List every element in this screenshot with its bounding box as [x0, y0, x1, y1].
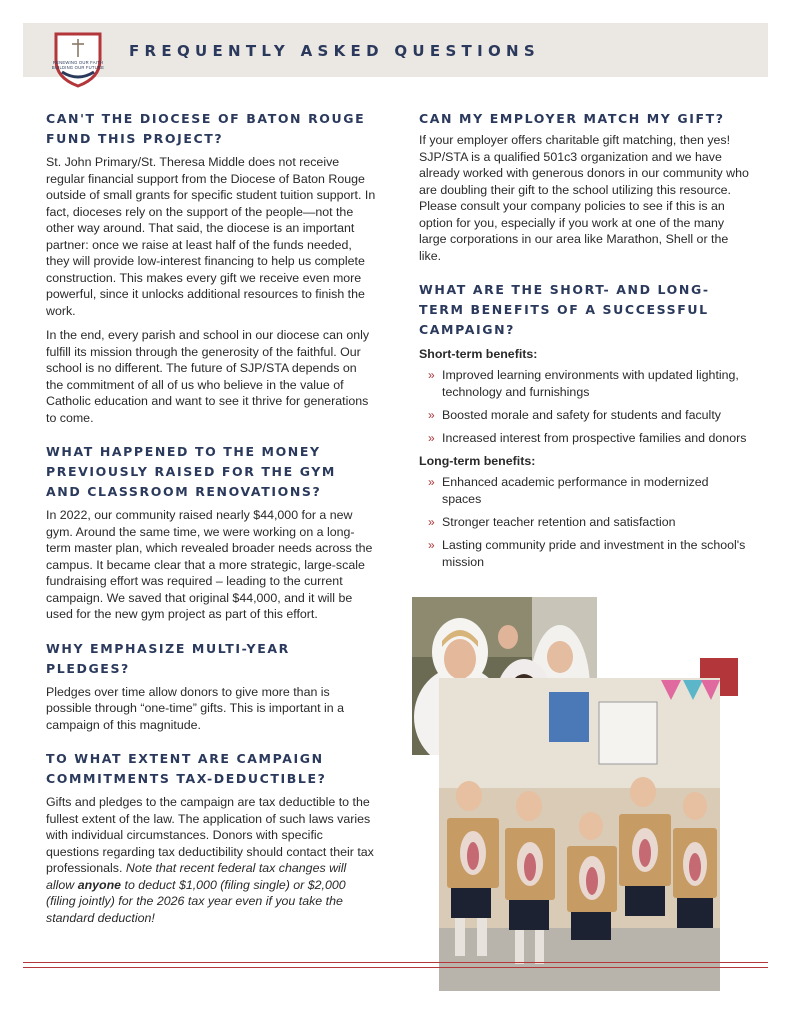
tax-note-before: Note that recent federal tax changes will allow — [46, 861, 347, 892]
faq-answer-employer: If your employer offers charitable gift matching, then yes! SJP/STA is a qualified 501c3 organization and we have already worked with generous donors in our community who are doubling their gift to the school utilizing this resource. Please consult your company policies to see if this is an option for you, especially if you work at one of the many large corporations in our area like Marathon, Shell or the like. — [419, 133, 749, 263]
faq-question-employer: CAN MY EMPLOYER MATCH MY GIFT? — [419, 111, 725, 126]
faq-answer-tax — [46, 794, 376, 926]
faq-answer-multi-year: Pledges over time allow donors to give more than is possible through “one-time” gifts. This is important in a campaign of this magnitude. — [46, 684, 344, 732]
list-item-text: Increased interest from prospective families and donors — [442, 431, 747, 445]
list-item-text: Stronger teacher retention and satisfaction — [442, 515, 676, 529]
short-term-list — [419, 367, 749, 447]
chevron-double-right-icon: » — [428, 408, 435, 422]
list-item-text: Boosted morale and safety for students and faculty — [442, 408, 721, 422]
list-item-text: Lasting community pride and investment in the school's mission — [442, 538, 746, 569]
chevron-double-right-icon: » — [428, 538, 435, 552]
faq-question-tax: TO WHAT EXTENT ARE CAMPAIGN COMMITMENTS TAX-DEDUCTIBLE? — [46, 751, 327, 786]
list-item — [419, 430, 749, 447]
list-item-text: Enhanced academic performance in modernized spaces — [442, 475, 709, 506]
faq-answer-previous-money: In 2022, our community raised nearly $44,000 for a new gym. Around the same time, we were working on a long-term master plan, which revealed broader needs across the campus. It became clear that a more strategic, large-scale fundraising effort was required – leading to the current campaign. We saved that original $44,000, and it will be used for the new gym project as part of this effort. — [46, 508, 373, 621]
list-item — [419, 367, 749, 401]
faq-question-benefits: WHAT ARE THE SHORT- AND LONG-TERM BENEFITS OF A SUCCESSFUL CAMPAIGN? — [419, 282, 710, 337]
chevron-double-right-icon: » — [428, 515, 435, 529]
faq-question-diocese: CAN'T THE DIOCESE OF BATON ROUGE FUND THIS PROJECT? — [46, 111, 366, 146]
chevron-double-right-icon: » — [428, 475, 435, 489]
list-item-text: Improved learning environments with updated lighting, technology and furnishings — [442, 368, 739, 399]
photo-students-posters — [439, 678, 720, 991]
faq-answer-diocese-p1: St. John Primary/St. Theresa Middle does not receive regular financial support from the Diocese of Baton Rouge outside of small grants for specific student tuition support. In fact, dioceses rely on the support of the people—not the other way around. That said, the diocese is an important partner: once we raise at least half of the funds needed, they will provide low-interest financing to help us complete construction. This makes every gift we receive even more powerful, since it unlocks additional resources to finish the work. — [46, 155, 376, 318]
right-column — [419, 109, 749, 577]
faq-question-multi-year: WHY EMPHASIZE MULTI-YEAR PLEDGES? — [46, 640, 290, 676]
list-item — [419, 407, 749, 424]
school-crest-logo — [52, 30, 104, 88]
list-item — [419, 514, 749, 531]
footer-rule-bottom — [23, 967, 768, 968]
faq-answer-tax-text: Gifts and pledges to the campaign are tax deductible to the fullest extent of the law. The application of such laws varies with individual circumstances. Donors with specific questions regarding tax deductibility should contact their tax professionals. — [46, 795, 374, 875]
chevron-double-right-icon: » — [428, 368, 435, 382]
chevron-double-right-icon: » — [428, 431, 435, 445]
long-term-label: Long-term benefits: — [419, 454, 536, 468]
footer-rule-top — [23, 962, 768, 963]
faq-question-previous-money: WHAT HAPPENED TO THE MONEY PREVIOUSLY RAISED FOR THE GYM AND CLASSROOM RENOVATIONS? — [46, 444, 336, 499]
page-title: FREQUENTLY ASKED QUESTIONS — [129, 42, 540, 60]
tax-note-emphasis: anyone — [77, 877, 122, 892]
crest-motto: RENEWING OUR FAITH BUILDING OUR FUTURE — [51, 60, 105, 70]
list-item — [419, 537, 749, 571]
short-term-label: Short-term benefits: — [419, 347, 538, 361]
left-column — [46, 109, 376, 926]
long-term-list — [419, 474, 749, 571]
tax-note-after: to deduct $1,000 (filing single) or $2,000 (filing jointly) for the 2026 tax year even if you take the standard deduction! — [46, 877, 346, 925]
list-item — [419, 474, 749, 508]
faq-answer-diocese-p2: In the end, every parish and school in our diocese can only fulfill its mission through the generosity of the faithful. Our school is no different. The future of SJP/STA depends on the commitment of all of us who believe in the value of Catholic education and want to see it thrive for generations to come. — [46, 328, 370, 425]
